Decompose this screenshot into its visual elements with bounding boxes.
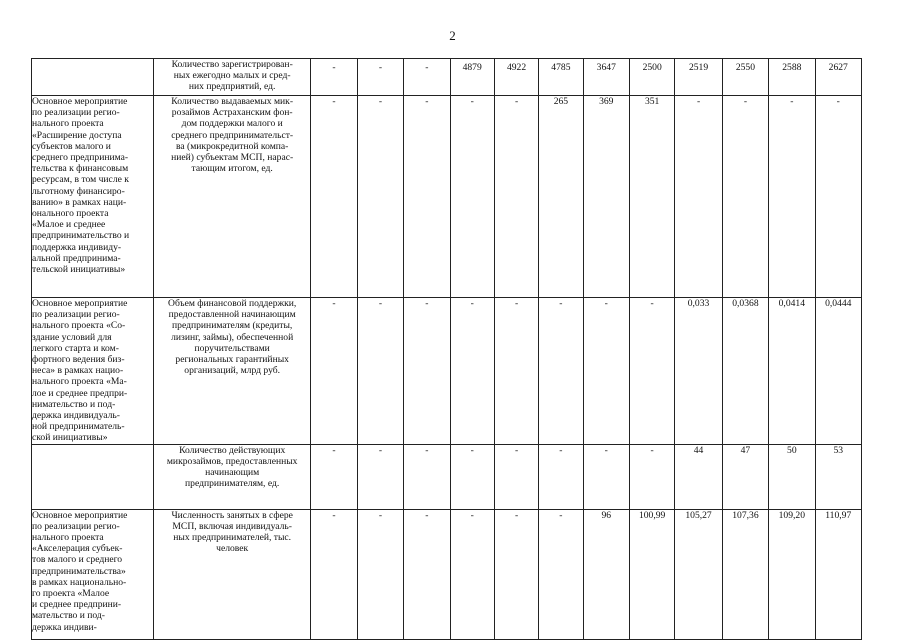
activity-line: нимательство и под- (32, 398, 116, 410)
value-cell: - (494, 509, 538, 639)
indicator-line: тающим итогом, ед. (191, 163, 273, 175)
value-cell: - (450, 96, 494, 298)
indicator-line: организаций, млрд руб. (184, 365, 281, 377)
value-cell: - (357, 509, 403, 639)
indicator-line: Количество зарегистрирован- (171, 59, 293, 70)
activity-line: тельской инициативы» (32, 264, 126, 276)
value-cell: 0,033 (675, 298, 722, 445)
value-cell: 2588 (769, 59, 815, 96)
activity-line: онального проекта (32, 208, 109, 220)
activity-line: нального проекта (32, 532, 104, 544)
activity-line: по реализации регио- (32, 309, 120, 321)
indicator-line: них предприятий, ед. (188, 81, 276, 93)
value-cell: 4785 (539, 59, 583, 96)
value-cell: 96 (583, 509, 629, 639)
value-cell: 100,99 (629, 509, 674, 639)
value-cell: - (311, 96, 357, 298)
value-cell: 2627 (815, 59, 861, 96)
activity-line: нального проекта «Со- (32, 320, 126, 332)
activity-line: по реализации регио- (32, 107, 120, 119)
page-number: 2 (449, 28, 456, 43)
value-cell: - (494, 444, 538, 509)
value-cell: - (539, 444, 583, 509)
indicator-line: микрозаймов, предоставленных (166, 455, 298, 467)
activity-cell (32, 59, 154, 96)
value-cell: - (357, 444, 403, 509)
indicators-table (31, 58, 862, 640)
table-row (32, 298, 862, 445)
indicator-line: предпринимателям (кредиты, (172, 320, 293, 332)
value-cell: 107,36 (722, 509, 768, 639)
indicator-line: региональных гарантийных (175, 354, 289, 366)
value-cell: - (404, 444, 450, 509)
activity-line: льготному финансиро- (32, 185, 125, 197)
value-cell: - (357, 298, 403, 445)
value-cell: - (815, 96, 861, 298)
activity-line: Основное мероприятие (32, 96, 128, 107)
value-cell: 4879 (450, 59, 494, 96)
activity-line: лое и среднее предпри- (32, 387, 128, 399)
value-cell: 0,0414 (769, 298, 815, 445)
value-cell: 351 (629, 96, 674, 298)
indicator-cell (154, 59, 311, 96)
activity-line: предпринимательства» (32, 565, 126, 577)
value-cell: - (404, 298, 450, 445)
value-cell: - (629, 444, 674, 509)
value-cell: - (404, 96, 450, 298)
indicator-line: человек (216, 543, 249, 555)
indicator-line: среднего предпринимательст- (171, 129, 294, 141)
indicator-line: дом поддержки малого и (181, 118, 283, 130)
value-cell: - (311, 444, 357, 509)
value-cell: - (722, 96, 768, 298)
activity-cell (32, 96, 154, 298)
indicator-line: ных предпринимателей, тыс. (173, 532, 292, 544)
activity-line: ной предприниматель- (32, 421, 125, 433)
value-cell: - (404, 509, 450, 639)
indicator-line: поручительствами (194, 342, 270, 354)
value-cell: - (311, 59, 357, 96)
indicator-cell (154, 298, 311, 445)
value-cell: 2550 (722, 59, 768, 96)
activity-cell (32, 298, 154, 445)
activity-line: субъектов малого и (32, 140, 111, 152)
activity-line: фортного ведения биз- (32, 354, 125, 366)
value-cell: - (494, 96, 538, 298)
indicator-line: предпринимателям, ед. (185, 478, 280, 490)
activity-line: и среднее предприни- (32, 599, 122, 611)
indicator-line: предоставленной начинающим (168, 309, 296, 321)
indicator-line: МСП, включая индивидуаль- (172, 520, 292, 532)
value-cell: - (357, 96, 403, 298)
value-cell: - (583, 298, 629, 445)
activity-line: мательство и под- (32, 610, 106, 622)
indicator-cell (154, 96, 311, 298)
activity-line: легкого старта и ком- (32, 342, 119, 354)
indicator-line: начинающим (205, 467, 260, 479)
activity-line: здание условий для (32, 331, 112, 343)
value-cell: 44 (675, 444, 722, 509)
activity-line: тельства к финансовым (32, 163, 129, 175)
activity-line: альной предпринима- (32, 252, 121, 264)
indicator-line: Численность занятых в сфере (171, 509, 293, 521)
activity-cell (32, 444, 154, 509)
value-cell: - (494, 298, 538, 445)
value-cell: - (311, 509, 357, 639)
activity-line: ресурсам, в том числе к (32, 174, 129, 186)
activity-line: нального проекта (32, 118, 104, 130)
activity-line: «Акселерация субъек- (32, 543, 123, 555)
value-cell: 2519 (675, 59, 722, 96)
activity-line: в рамках национально- (32, 576, 127, 588)
activity-line: среднего предпринима- (32, 152, 129, 164)
activity-line: тов малого и среднего (32, 554, 123, 566)
activity-line: Основное мероприятие (32, 298, 128, 309)
indicator-line: розаймов Астраханским фон- (171, 107, 293, 119)
value-cell: - (539, 509, 583, 639)
value-cell: 47 (722, 444, 768, 509)
value-cell: 109,20 (769, 509, 815, 639)
value-cell: 0,0368 (722, 298, 768, 445)
value-cell: 0,0444 (815, 298, 861, 445)
value-cell: - (769, 96, 815, 298)
activity-line: по реализации регио- (32, 520, 120, 532)
value-cell: - (450, 444, 494, 509)
value-cell: - (629, 298, 674, 445)
activity-line: предпринимательство и (32, 230, 130, 242)
activity-line: ванию» в рамках наци- (32, 196, 127, 208)
activity-line: держка индиви- (32, 621, 97, 633)
value-cell: - (450, 509, 494, 639)
activity-line: го проекта «Малое (32, 588, 110, 600)
value-cell: - (539, 298, 583, 445)
indicator-line: ва (микрокредитной компа- (175, 140, 289, 152)
activity-line: «Малое и среднее (32, 219, 106, 231)
activity-line: неса» в рамках нацио- (32, 365, 124, 377)
value-cell: - (311, 298, 357, 445)
activity-line: Основное мероприятие (32, 509, 128, 521)
value-cell: - (583, 444, 629, 509)
indicator-line: Количество действующих (179, 444, 286, 456)
indicator-cell (154, 444, 311, 509)
activity-line: нального проекта «Ма- (32, 376, 127, 388)
value-cell: 50 (769, 444, 815, 509)
table-row (32, 59, 862, 96)
indicator-line: Количество выдаваемых мик- (171, 96, 294, 107)
value-cell: 105,27 (675, 509, 722, 639)
value-cell: 265 (539, 96, 583, 298)
value-cell: 2500 (629, 59, 674, 96)
indicator-line: нией) субъектам МСП, нарас- (171, 152, 294, 164)
table-row (32, 444, 862, 509)
value-cell: 3647 (583, 59, 629, 96)
value-cell: - (357, 59, 403, 96)
activity-line: держка индивидуаль- (32, 410, 120, 422)
value-cell: 110,97 (815, 509, 861, 639)
indicator-line: лизинг, займы), обеспеченной (171, 331, 294, 343)
activity-line: поддержка индивиду- (32, 241, 122, 253)
activity-line: «Расширение доступа (32, 129, 122, 141)
table-row (32, 509, 862, 639)
indicator-cell (154, 509, 311, 639)
value-cell: 53 (815, 444, 861, 509)
activity-cell (32, 509, 154, 639)
value-cell: - (450, 298, 494, 445)
value-cell: - (675, 96, 722, 298)
value-cell: 4922 (494, 59, 538, 96)
value-cell: - (404, 59, 450, 96)
indicator-line: ных ежегодно малых и сред- (173, 70, 291, 82)
indicator-line: Объем финансовой поддержки, (168, 298, 297, 309)
table-row (32, 96, 862, 298)
value-cell: 369 (583, 96, 629, 298)
activity-line: ской инициативы» (32, 432, 108, 444)
